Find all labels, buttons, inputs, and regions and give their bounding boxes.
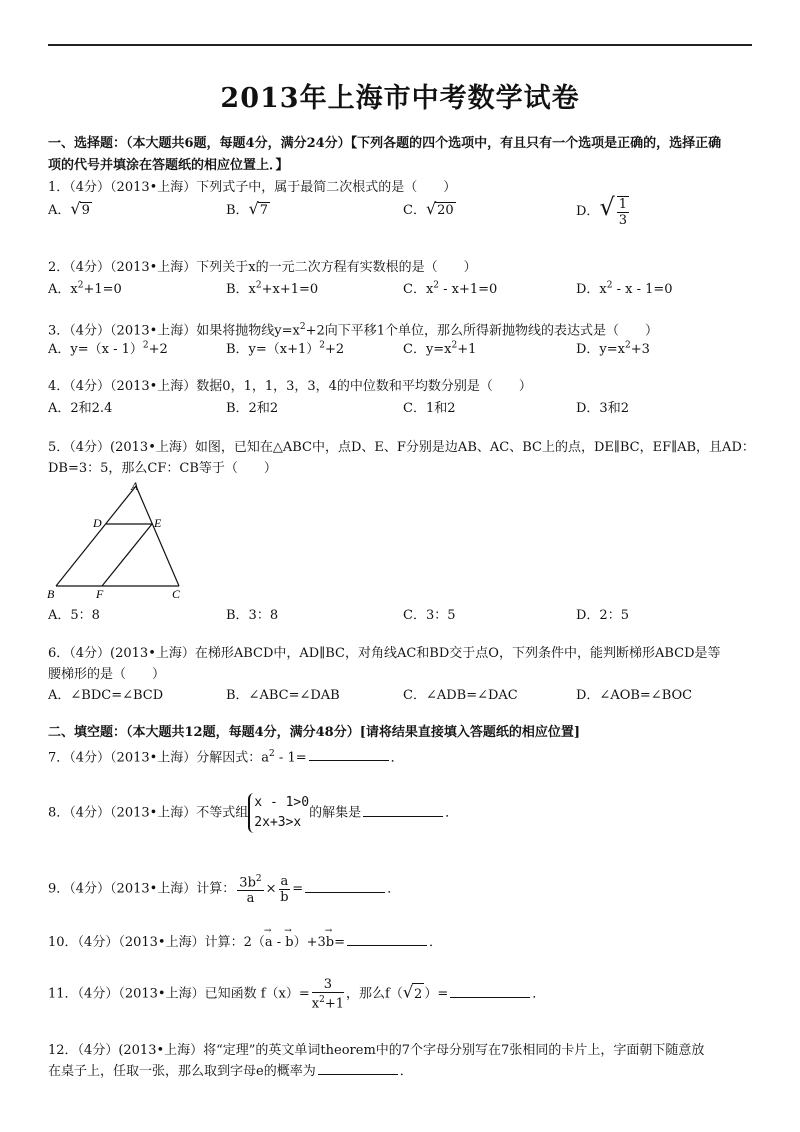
section-2-header: 二、填空题：（本大题共12题，每题4分，满分48分）[请将结果直接填入答题纸的相应位置] — [48, 725, 581, 740]
question-6-options — [48, 684, 760, 706]
option-d: D．√ $\frac{1}{3}$ — [576, 193, 628, 228]
question-2-options — [48, 278, 760, 300]
option-b: B．2和2 — [226, 401, 279, 416]
option-a: A．5：8 — [48, 608, 100, 623]
question-7: 7．（4分）（2013•上海）分解因式：$a^2 - 1=$ ． — [48, 749, 404, 766]
answer-blank[interactable] — [318, 1062, 398, 1075]
question-8: 8．（4分）（2013•上海）不等式组 x - 1>0 2x+3>x 的解集是 ． — [48, 793, 760, 833]
section-1-header — [48, 133, 758, 177]
option-c: C．$y=x^2+1$ — [403, 340, 477, 357]
answer-blank[interactable] — [305, 880, 385, 893]
question-11: 11．（4分）（2013•上海）已知函数 f（x）= $\frac{3}{x^2+1}$ ，那么f（√2 ）= ． — [48, 977, 546, 1012]
page-title: 2013年上海市中考数学试卷 — [220, 83, 580, 114]
question-6-line-1: 6．（4分）(2013•上海）在梯形ABCD中，AD∥BC，对角线AC和BD交于点O，下列条件中，能判断梯形ABCD是等 — [48, 646, 721, 661]
option-c: C．1和2 — [403, 401, 456, 416]
option-a: A．y=（x - 1）$^2$+2 — [48, 340, 168, 357]
question-6-stem — [48, 643, 760, 685]
label-d: D — [93, 516, 102, 530]
triangle-figure — [44, 478, 194, 602]
label-a: A — [131, 479, 139, 493]
question-9: 9．（4分）（2013•上海）计算： $\frac{3b^2}{a}$ × $\frac{a}{b}$ = ． — [48, 873, 401, 907]
segment-ab — [56, 486, 136, 586]
question-5-stem — [48, 437, 760, 479]
label-c: C — [172, 587, 181, 601]
question-1-options — [48, 193, 760, 228]
answer-blank[interactable] — [347, 933, 427, 946]
label-e: E — [154, 516, 162, 530]
question-2-stem: 2．（4分）（2013•上海）下列关于x的一元二次方程有实数根的是（ ） — [48, 260, 477, 275]
label-b: B — [47, 587, 55, 601]
answer-blank[interactable] — [363, 804, 443, 817]
question-12 — [48, 1040, 760, 1082]
answer-blank[interactable] — [450, 985, 530, 998]
question-6-line-2: 腰梯形的是（ ） — [48, 667, 166, 682]
question-1-stem: 1．（4分）（2013•上海）下列式子中，属于最简二次根式的是（ ） — [48, 180, 457, 195]
function-fraction: $\frac{3}{x^2+1}$ — [311, 977, 345, 1012]
top-rule — [48, 44, 752, 46]
option-c: C．√20 — [403, 199, 454, 218]
question-3-options — [48, 338, 760, 360]
fraction-2: $\frac{a}{b}$ — [280, 873, 289, 905]
question-12-line-2: 在桌子上，任取一张，那么取到字母e的概率为 ． — [48, 1064, 413, 1079]
option-a: A．2和2.4 — [48, 401, 113, 416]
question-3-stem: 3．（4分）（2013•上海）如果将抛物线$y=x^2+2$向下平移1个单位，那么所得新抛物线的表达式是（ ） — [48, 322, 659, 339]
answer-blank[interactable] — [309, 748, 389, 761]
inequality-system: x - 1>0 2x+3>x — [248, 793, 309, 833]
option-c: C．3：5 — [403, 608, 456, 623]
fraction-1: $\frac{3b^2}{a}$ — [239, 874, 262, 907]
option-a: A．∠BDC=∠BCD — [48, 688, 164, 703]
question-5-options — [48, 604, 760, 626]
question-4-options — [48, 397, 760, 419]
question-10: 10．（4分）（2013•上海）计算：2（→ a - → b）+3→ b= ． — [48, 932, 760, 953]
option-d: D．$x^2 - x - 1=0$ — [576, 280, 673, 297]
option-b: B．3：8 — [226, 608, 279, 623]
option-a: A．√9 — [48, 199, 90, 218]
label-f: F — [96, 587, 104, 601]
option-b: B．∠ABC=∠DAB — [226, 688, 340, 703]
option-d: D．3和2 — [576, 401, 629, 416]
option-b: B．$x^2+x+1=0$ — [226, 280, 319, 297]
option-b: B．$y=(x+1)^2+2$ — [226, 340, 345, 357]
option-d: D．2：5 — [576, 608, 629, 623]
question-12-line-1: 12．（4分）(2013•上海）将“定理”的英文单词theorem中的7个字母分别写在7张相同的卡片上，字面朝下随意放 — [48, 1043, 705, 1058]
segment-ef — [102, 524, 152, 586]
option-b: B．√7 — [226, 199, 269, 218]
option-d: D．∠AOB=∠BOC — [576, 688, 693, 703]
section-1-line-2: 项的代号并填涂在答题纸的相应位置上．】 — [48, 158, 289, 173]
option-c: C．$x^2 - x+1=0$ — [403, 280, 498, 297]
question-5-line-2: DB=3：5，那么CF：CB等于（ ） — [48, 461, 277, 476]
question-5-line-1: 5．（4分）(2013•上海）如图，已知在△ABC中，点D、E、F分别是边AB、AC、BC上的点，DE∥BC，EF∥AB，且AD： — [48, 440, 755, 455]
option-a: A．$x^2+1=0$ — [48, 280, 122, 297]
option-c: C．∠ADB=∠DAC — [403, 688, 518, 703]
question-4-stem: 4．（4分）（2013•上海）数据0，1，1，3，3，4的中位数和平均数分别是（ ） — [48, 379, 532, 394]
option-d: D．$y=x^2+3$ — [576, 340, 650, 357]
section-1-line-1: 一、选择题：（本大题共6题，每题4分，满分24分）【下列各题的四个选项中，有且只有一个选项是正确的，选择正确 — [48, 136, 722, 151]
